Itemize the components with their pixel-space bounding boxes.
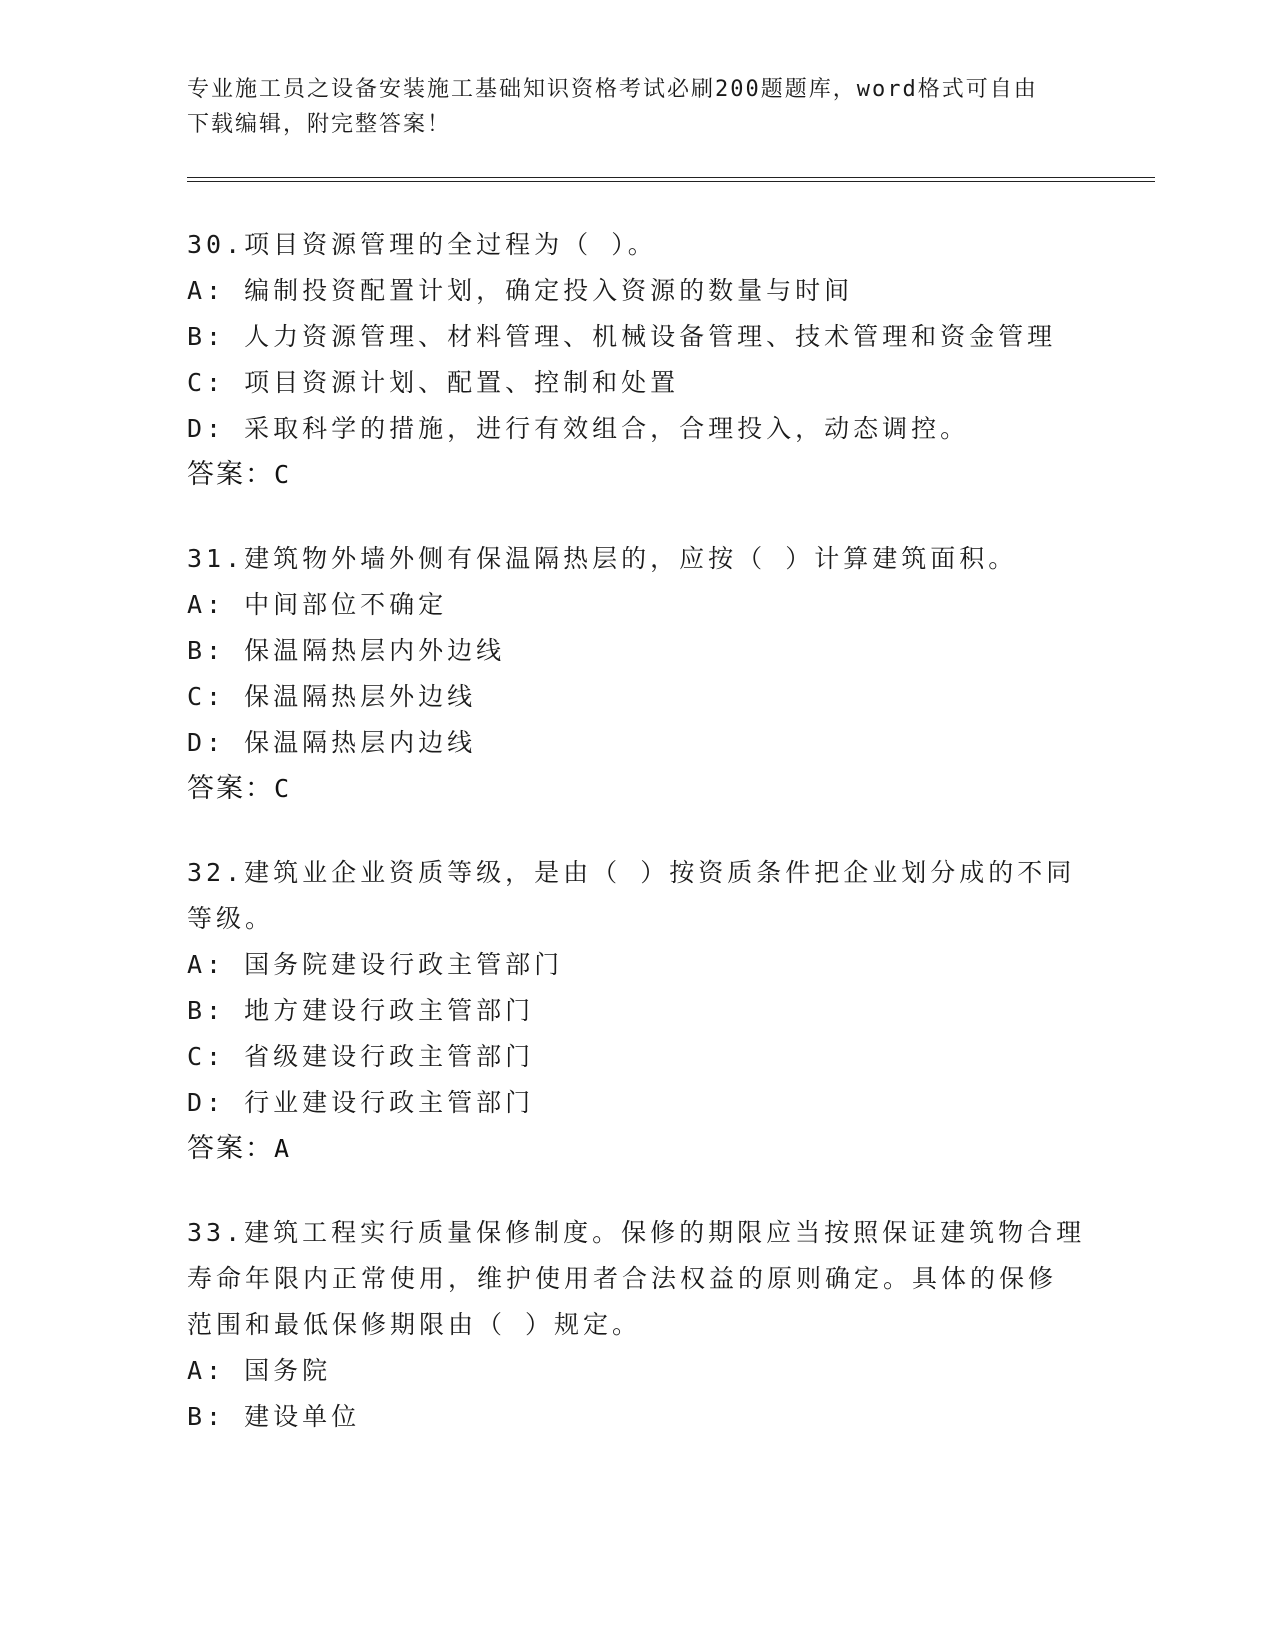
header-double-rule <box>187 177 1155 182</box>
option-c: C: 项目资源计划、配置、控制和处置 <box>187 368 680 397</box>
answer-label: 答案： <box>187 459 274 490</box>
question-stem-cont: 等级。 <box>187 904 275 933</box>
question-32 <box>187 850 1087 1172</box>
option-d: D: 保温隔热层内边线 <box>187 728 477 757</box>
answer-label: 答案： <box>187 1133 274 1164</box>
question-stem-cont: 范围和最低保修期限由（ ）规定。 <box>187 1310 642 1339</box>
question-stem: 31.建筑物外墙外侧有保温隔热层的，应按（ ）计算建筑面积。 <box>187 544 1018 573</box>
answer-line <box>187 452 1087 498</box>
question-stem: 32.建筑业企业资质等级，是由（ ）按资质条件把企业划分成的不同 <box>187 858 1076 887</box>
option-d: D: 行业建设行政主管部门 <box>187 1088 535 1117</box>
document-header <box>187 72 1087 142</box>
option-a: A: 编制投资配置计划，确定投入资源的数量与时间 <box>187 276 854 305</box>
question-stem-cont: 寿命年限内正常使用，维护使用者合法权益的原则确定。具体的保修 <box>187 1264 1058 1293</box>
question-stem: 33.建筑工程实行质量保修制度。保修的期限应当按照保证建筑物合理 <box>187 1218 1086 1247</box>
option-b: B: 保温隔热层内外边线 <box>187 636 506 665</box>
option-a: A: 中间部位不确定 <box>187 590 448 619</box>
header-line-2: 下载编辑，附完整答案！ <box>187 112 452 137</box>
answer-value: C <box>274 774 292 803</box>
option-b: B: 地方建设行政主管部门 <box>187 996 535 1025</box>
answer-label: 答案： <box>187 773 274 804</box>
question-stem: 30.项目资源管理的全过程为（ ）。 <box>187 230 657 259</box>
option-c: C: 保温隔热层外边线 <box>187 682 477 711</box>
option-d: D: 采取科学的措施，进行有效组合，合理投入，动态调控。 <box>187 414 970 443</box>
header-line-1: 专业施工员之设备安装施工基础知识资格考试必刷200题题库，word格式可自由 <box>187 77 1038 102</box>
answer-value: A <box>274 1134 292 1163</box>
option-b: B: 建设单位 <box>187 1402 361 1431</box>
option-a: A: 国务院建设行政主管部门 <box>187 950 564 979</box>
question-31 <box>187 536 1087 812</box>
question-33 <box>187 1210 1087 1440</box>
answer-line <box>187 766 1087 812</box>
answer-line <box>187 1126 1087 1172</box>
option-b: B: 人力资源管理、材料管理、机械设备管理、技术管理和资金管理 <box>187 322 1057 351</box>
question-30 <box>187 222 1087 498</box>
option-a: A: 国务院 <box>187 1356 332 1385</box>
answer-value: C <box>274 460 292 489</box>
option-c: C: 省级建设行政主管部门 <box>187 1042 535 1071</box>
